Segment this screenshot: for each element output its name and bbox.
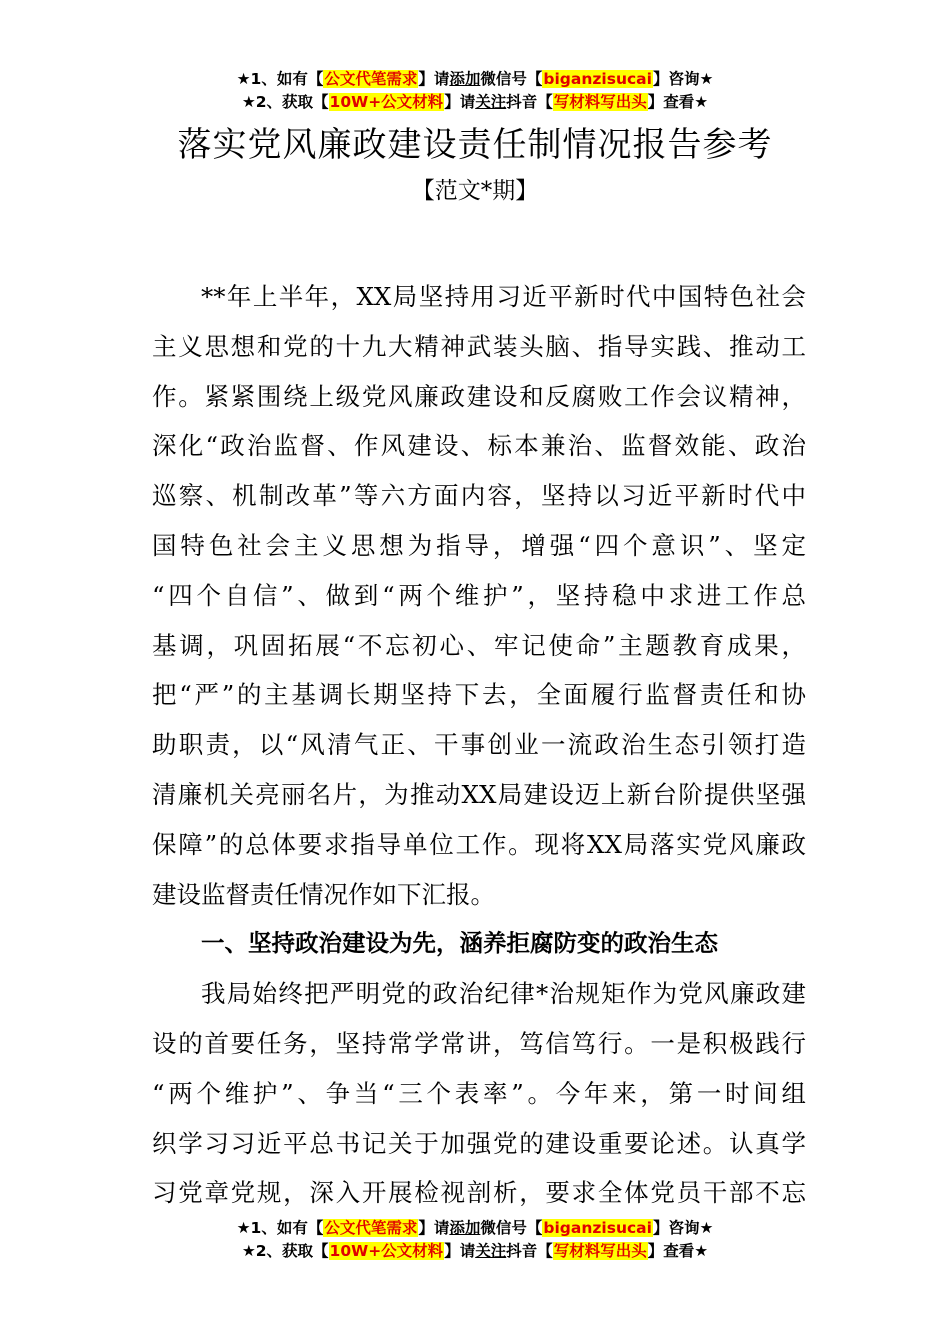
promo-text: ★1、如有【 bbox=[236, 70, 324, 88]
paragraph-section-1 bbox=[152, 969, 806, 1218]
text-line: 清廉机关亮丽名片，为推动XX局建设迈上新台阶提供坚强 bbox=[152, 779, 806, 809]
promo-text: 】请 bbox=[418, 70, 450, 88]
promo-line-1 bbox=[0, 68, 950, 91]
promo-banner-top bbox=[0, 68, 950, 114]
text-line: 深化“政治监督、作风建设、标本兼治、监督效能、政治 bbox=[152, 431, 806, 461]
promo-line-2 bbox=[0, 91, 950, 114]
text-line: 作。紧紧围绕上级党风廉政建设和反腐败工作会议精神， bbox=[152, 381, 806, 411]
promo-highlight: 10W+公文材料 bbox=[329, 1242, 444, 1260]
text-line: “两个维护”、争当“三个表率”。今年来，第一时间组 bbox=[152, 1078, 806, 1108]
promo-highlight: biganzisucai bbox=[543, 1219, 652, 1237]
text-line: “四个自信”、做到“两个维护”，坚持稳中求进工作总 bbox=[152, 580, 806, 610]
promo-text: 】查看★ bbox=[647, 93, 709, 111]
promo-highlight: 10W+公文材料 bbox=[329, 93, 444, 111]
promo-line-2 bbox=[0, 1240, 950, 1263]
paragraph-intro bbox=[152, 272, 806, 919]
text-line: 国特色社会主义思想为指导，增强“四个意识”、坚定 bbox=[152, 530, 806, 560]
promo-highlight: 写材料写出头 bbox=[553, 93, 647, 111]
promo-text: 微信号【 bbox=[480, 1219, 543, 1237]
text-line: 保障”的总体要求指导单位工作。现将XX局落实党风廉政 bbox=[152, 829, 806, 859]
promo-text: ★1、如有【 bbox=[236, 1219, 324, 1237]
promo-text: 】请 bbox=[444, 93, 476, 111]
text-line: 助职责，以“风清气正、干事创业一流政治生态引领打造 bbox=[152, 730, 806, 760]
promo-text: 】咨询★ bbox=[652, 1219, 714, 1237]
text-line: 建设监督责任情况作如下汇报。 bbox=[152, 879, 495, 909]
promo-text: 】查看★ bbox=[647, 1242, 709, 1260]
text-line: 基调，巩固拓展“不忘初心、牢记使命”主题教育成果， bbox=[152, 630, 806, 660]
promo-highlight: 写材料写出头 bbox=[553, 1242, 647, 1260]
text-line: 织学习习近平总书记关于加强党的建设重要论述。认真学 bbox=[152, 1128, 806, 1158]
promo-text: 】咨询★ bbox=[652, 70, 714, 88]
promo-text: 微信号【 bbox=[480, 70, 543, 88]
promo-underlined: 添加 bbox=[449, 70, 481, 88]
text-line: 习党章党规，深入开展检视剖析，要求全体党员干部不忘 bbox=[152, 1178, 806, 1208]
section-heading-1: 一、坚持政治建设为先，涵养拒腐防变的政治生态 bbox=[201, 929, 718, 958]
promo-banner-bottom bbox=[0, 1217, 950, 1263]
text-line: 巡察、机制改革”等六方面内容，坚持以习近平新时代中 bbox=[152, 481, 806, 511]
promo-underlined: 关注 bbox=[475, 1242, 507, 1260]
promo-highlight: 公文代笔需求 bbox=[324, 1219, 418, 1237]
text-line: 我局始终把严明党的政治纪律*治规矩作为党风廉政建 bbox=[201, 979, 806, 1009]
promo-highlight: 公文代笔需求 bbox=[324, 70, 418, 88]
document-body bbox=[152, 272, 806, 1218]
promo-text: ★2、获取【 bbox=[241, 1242, 329, 1260]
promo-line-1 bbox=[0, 1217, 950, 1240]
promo-text: 抖音【 bbox=[506, 93, 553, 111]
text-line: **年上半年，XX局坚持用习近平新时代中国特色社会 bbox=[201, 282, 806, 311]
promo-underlined: 添加 bbox=[449, 1219, 481, 1237]
promo-text: ★2、获取【 bbox=[241, 93, 329, 111]
document-title: 落实党风廉政建设责任制情况报告参考 bbox=[177, 125, 773, 165]
text-line: 主义思想和党的十九大精神武装头脑、指导实践、推动工 bbox=[152, 331, 806, 361]
promo-highlight: biganzisucai bbox=[543, 70, 652, 88]
text-line: 把“严”的主基调长期坚持下去，全面履行监督责任和协 bbox=[152, 680, 806, 710]
promo-text: 】请 bbox=[444, 1242, 476, 1260]
promo-underlined: 关注 bbox=[475, 93, 507, 111]
document-subtitle: 【范文*期】 bbox=[411, 178, 539, 204]
text-line: 设的首要任务，坚持常学常讲，笃信笃行。一是积极践行 bbox=[152, 1028, 806, 1058]
promo-text: 抖音【 bbox=[506, 1242, 553, 1260]
promo-text: 】请 bbox=[418, 1219, 450, 1237]
